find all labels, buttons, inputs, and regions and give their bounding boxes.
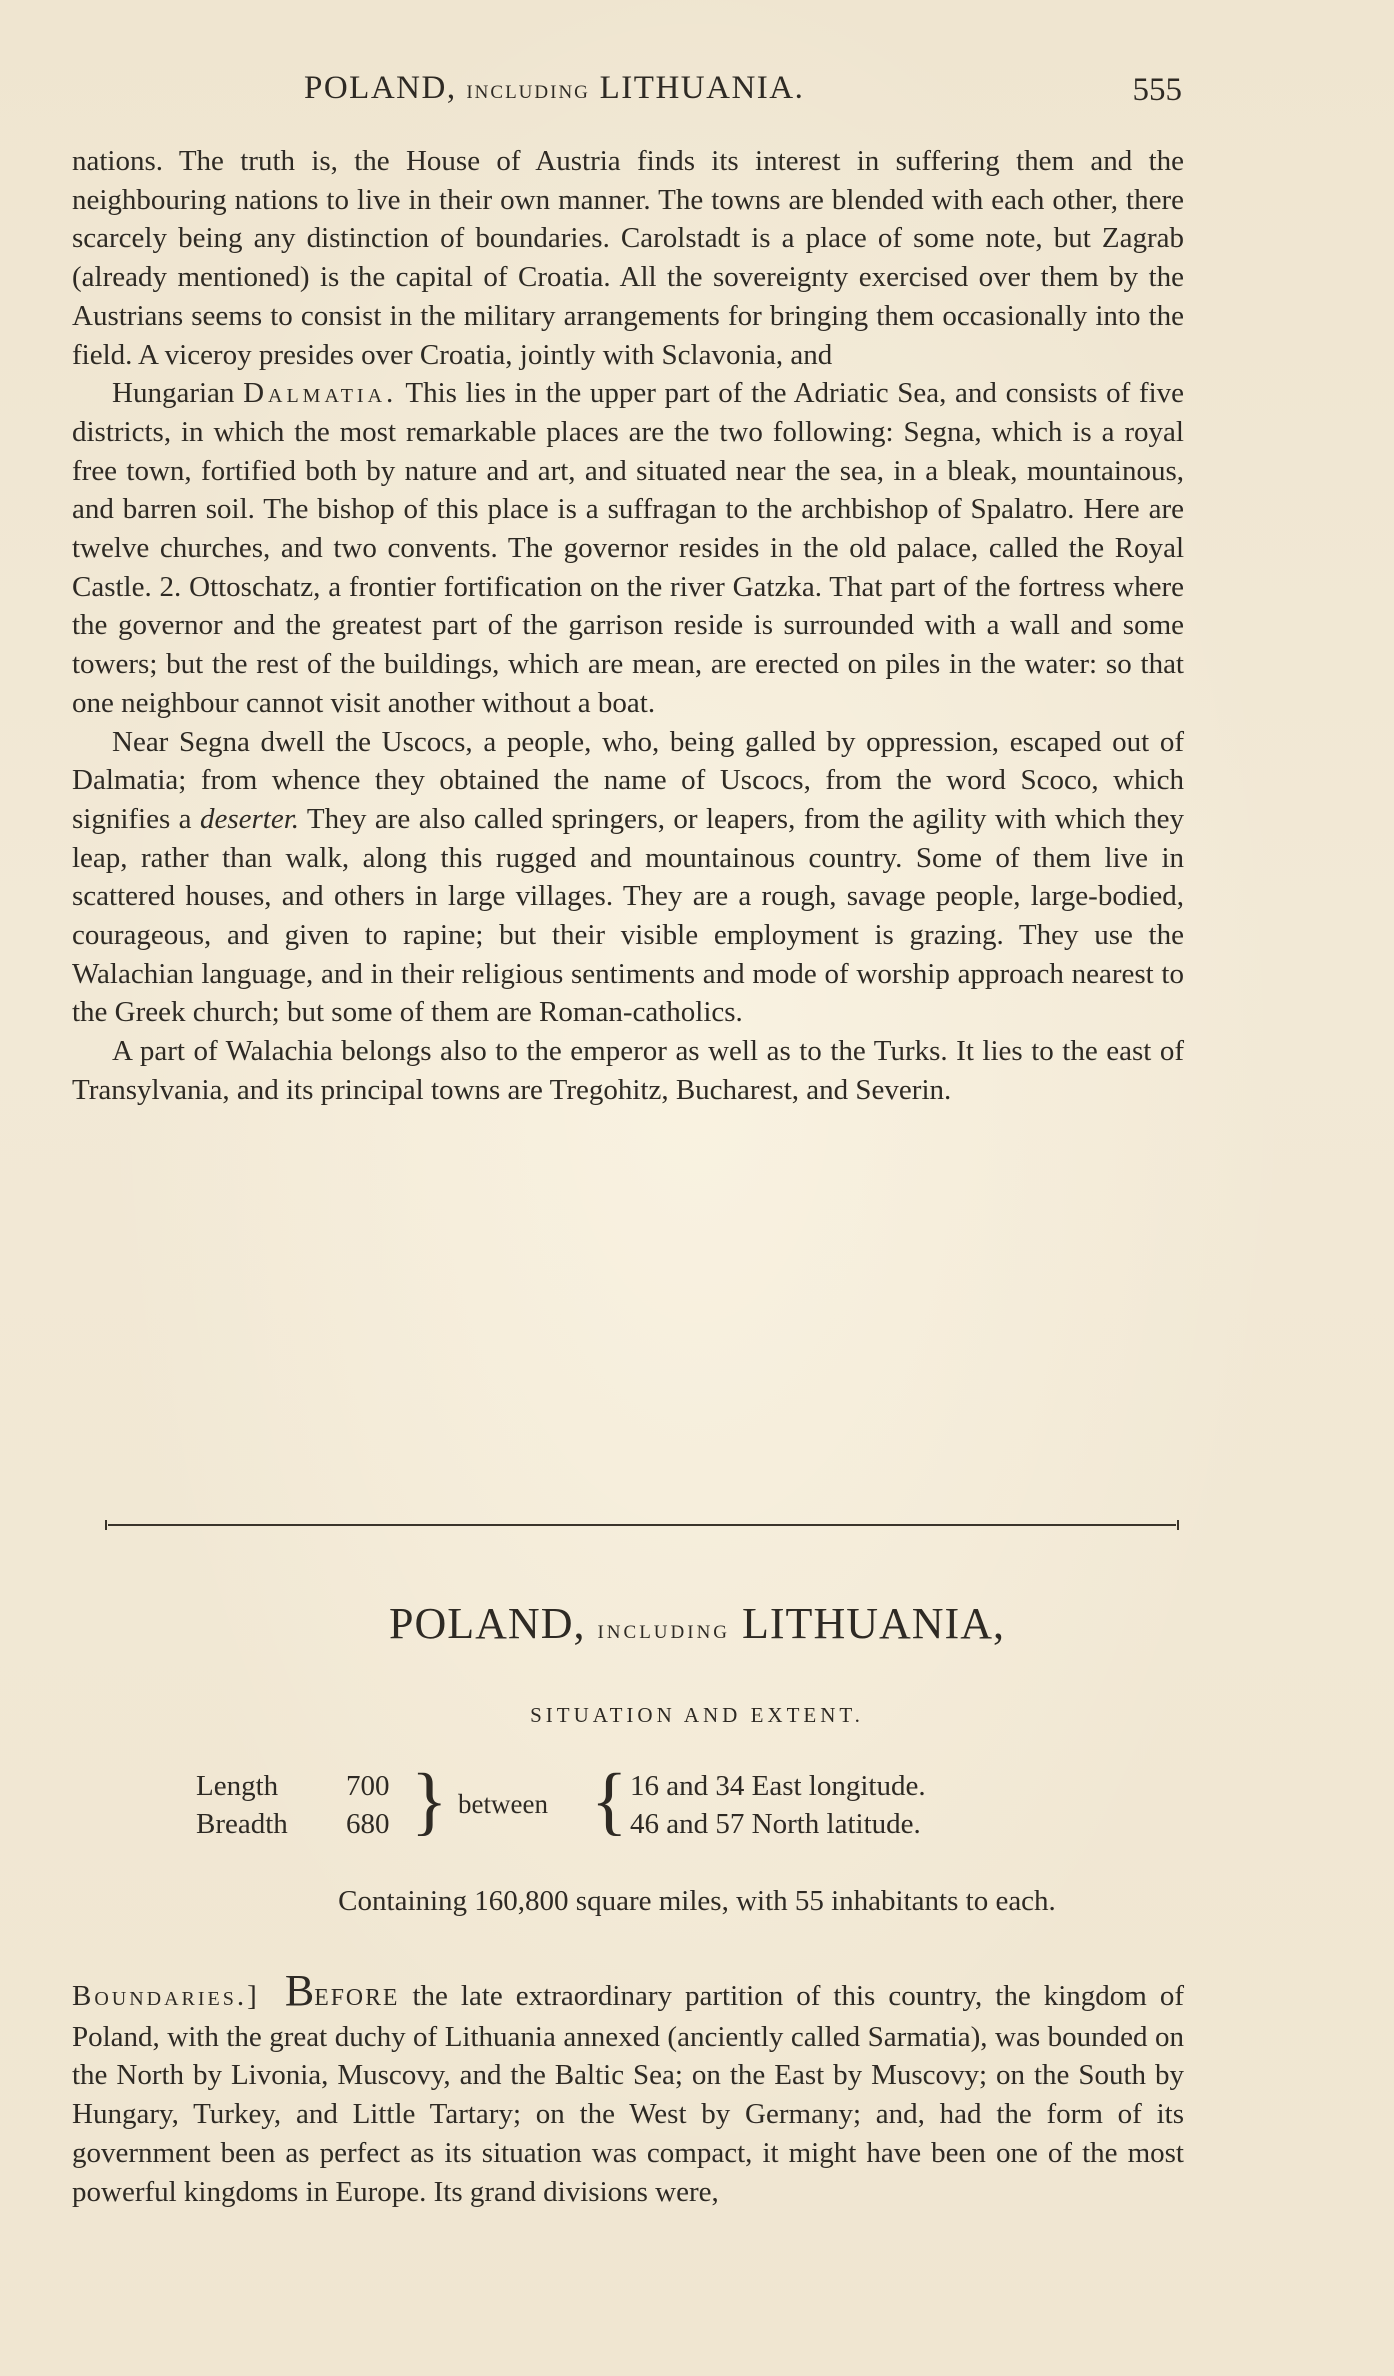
area-summary: Containing 160,800 square miles, with 55 inhabitants to each.	[338, 1885, 1056, 1917]
section-title-part3: LITHUANIA,	[742, 1599, 1005, 1648]
length-value: 700	[346, 1770, 390, 1802]
section-title-part1: POLAND,	[389, 1599, 586, 1648]
section-subtitle: SITUATION AND EXTENT.	[530, 1703, 864, 1727]
breadth-label: Breadth	[196, 1808, 288, 1840]
extent-coordinates	[630, 1767, 926, 1843]
dalmatia-heading: Dalmatia.	[243, 377, 398, 410]
right-brace-symbol: }	[411, 1759, 448, 1843]
section-title-part2: including	[597, 1614, 731, 1644]
boundaries-label: Boundaries.]	[72, 1980, 260, 2012]
uscocs-text-b: They are also called springers, or leapers, from the agility with which they leap, rather than walk, along this rugged and mountainous country. Some of them live in scattered houses, and others in large villages. They are a rough, savage people, large-bodied, courageous, and given to rapine; but their visible employment is grazing. They use the Walachian language, and in their religious sentiments and mode of worship approach nearest to the Greek church; but some of them are Roman-catholics.	[72, 802, 1184, 1029]
between-label: between	[458, 1789, 548, 1819]
uscocs-italic: deserter.	[199, 802, 300, 835]
body-text-block	[72, 142, 1184, 1110]
paragraph-boundaries	[72, 1966, 1184, 2211]
extent-labels	[196, 1767, 288, 1843]
running-head-title-part2: including	[466, 74, 590, 104]
paragraph-walachia: A part of Walachia belongs also to the emperor as well as to the Turks. It lies to the east of Transylvania, and its principal towns are Tregohitz, Bucharest, and Severin.	[72, 1035, 1184, 1106]
extent-values	[346, 1767, 390, 1843]
boundaries-lead-word: EFORE	[314, 1985, 400, 2011]
latitude-range: 46 and 57 North latitude.	[630, 1808, 921, 1840]
extent-table	[196, 1759, 1096, 1857]
paragraph-croatia: nations. The truth is, the House of Austria finds its interest in suffering them and the neighbouring nations to live in their own manner. The towns are blended with each other, there scarcely being any distinction of boundaries. Carolstadt is a place of some note, but Zagrab (already mentioned) is the capital of Croatia. All the sovereignty exercised over them by the Austrians seems to consist in the military arrangements for bringing them occasionally into the field. A viceroy presides over Croatia, jointly with Sclavonia, and	[72, 145, 1184, 371]
dalmatia-lead: Hungarian	[112, 377, 235, 410]
drop-cap-letter: B	[284, 1966, 315, 2015]
paragraph-uscocs	[72, 723, 1184, 1033]
boundaries-block	[72, 1966, 1184, 2211]
page-number: 555	[1132, 72, 1182, 108]
section-divider-rule	[108, 1524, 1176, 1526]
length-label: Length	[196, 1770, 279, 1802]
uscocs-text-a: Near Segna dwell the Uscocs, a people, who, being galled by oppression, escaped out of Dalmatia; from whence they obtained the name of Uscocs, from the word Scoco, which signifies a	[72, 725, 1184, 835]
boundaries-text: the late extraordinary partition of this country, the kingdom of Poland, with the great duchy of Lithuania annexed (anciently called Sarmatia), was bounded on the North by Livonia, Muscovy, and the Baltic Sea; on the East by Muscovy; on the South by Hungary, Turkey, and Little Tartary; on the West by Germany; and, had the form of its government been as perfect as its situation was compact, it might have been one of the most powerful kingdoms in Europe. Its grand divisions were,	[72, 1980, 1184, 2208]
longitude-range: 16 and 34 East longitude.	[630, 1770, 926, 1802]
breadth-value: 680	[346, 1808, 390, 1840]
paragraph-dalmatia	[72, 374, 1184, 722]
running-head-title-part1: POLAND,	[304, 70, 457, 106]
running-head-title	[304, 70, 804, 107]
dalmatia-text: This lies in the upper part of the Adriatic Sea, and consists of five districts, in which the most remarkable places are the two following: Segna, which is a royal free town, fortified both by nature and art, and situated near the sea, in a bleak, mountainous, and barren soil. The bishop of this place is a suffragan to the archbishop of Spalatro. Here are twelve churches, and two convents. The governor resides in the old palace, called the Royal Castle. 2. Ottoschatz, a frontier fortification on the river Gatzka. That part of the fortress where the governor and the greatest part of the garrison reside is surrounded with a wall and some towers; but the rest of the buildings, which are mean, are erected on piles in the water: so that one neighbour cannot visit another without a boat.	[72, 377, 1185, 719]
left-brace-symbol: {	[591, 1759, 628, 1843]
running-head	[72, 62, 1182, 112]
section-title	[0, 1598, 1394, 1649]
running-head-title-part3: LITHUANIA.	[599, 70, 805, 106]
